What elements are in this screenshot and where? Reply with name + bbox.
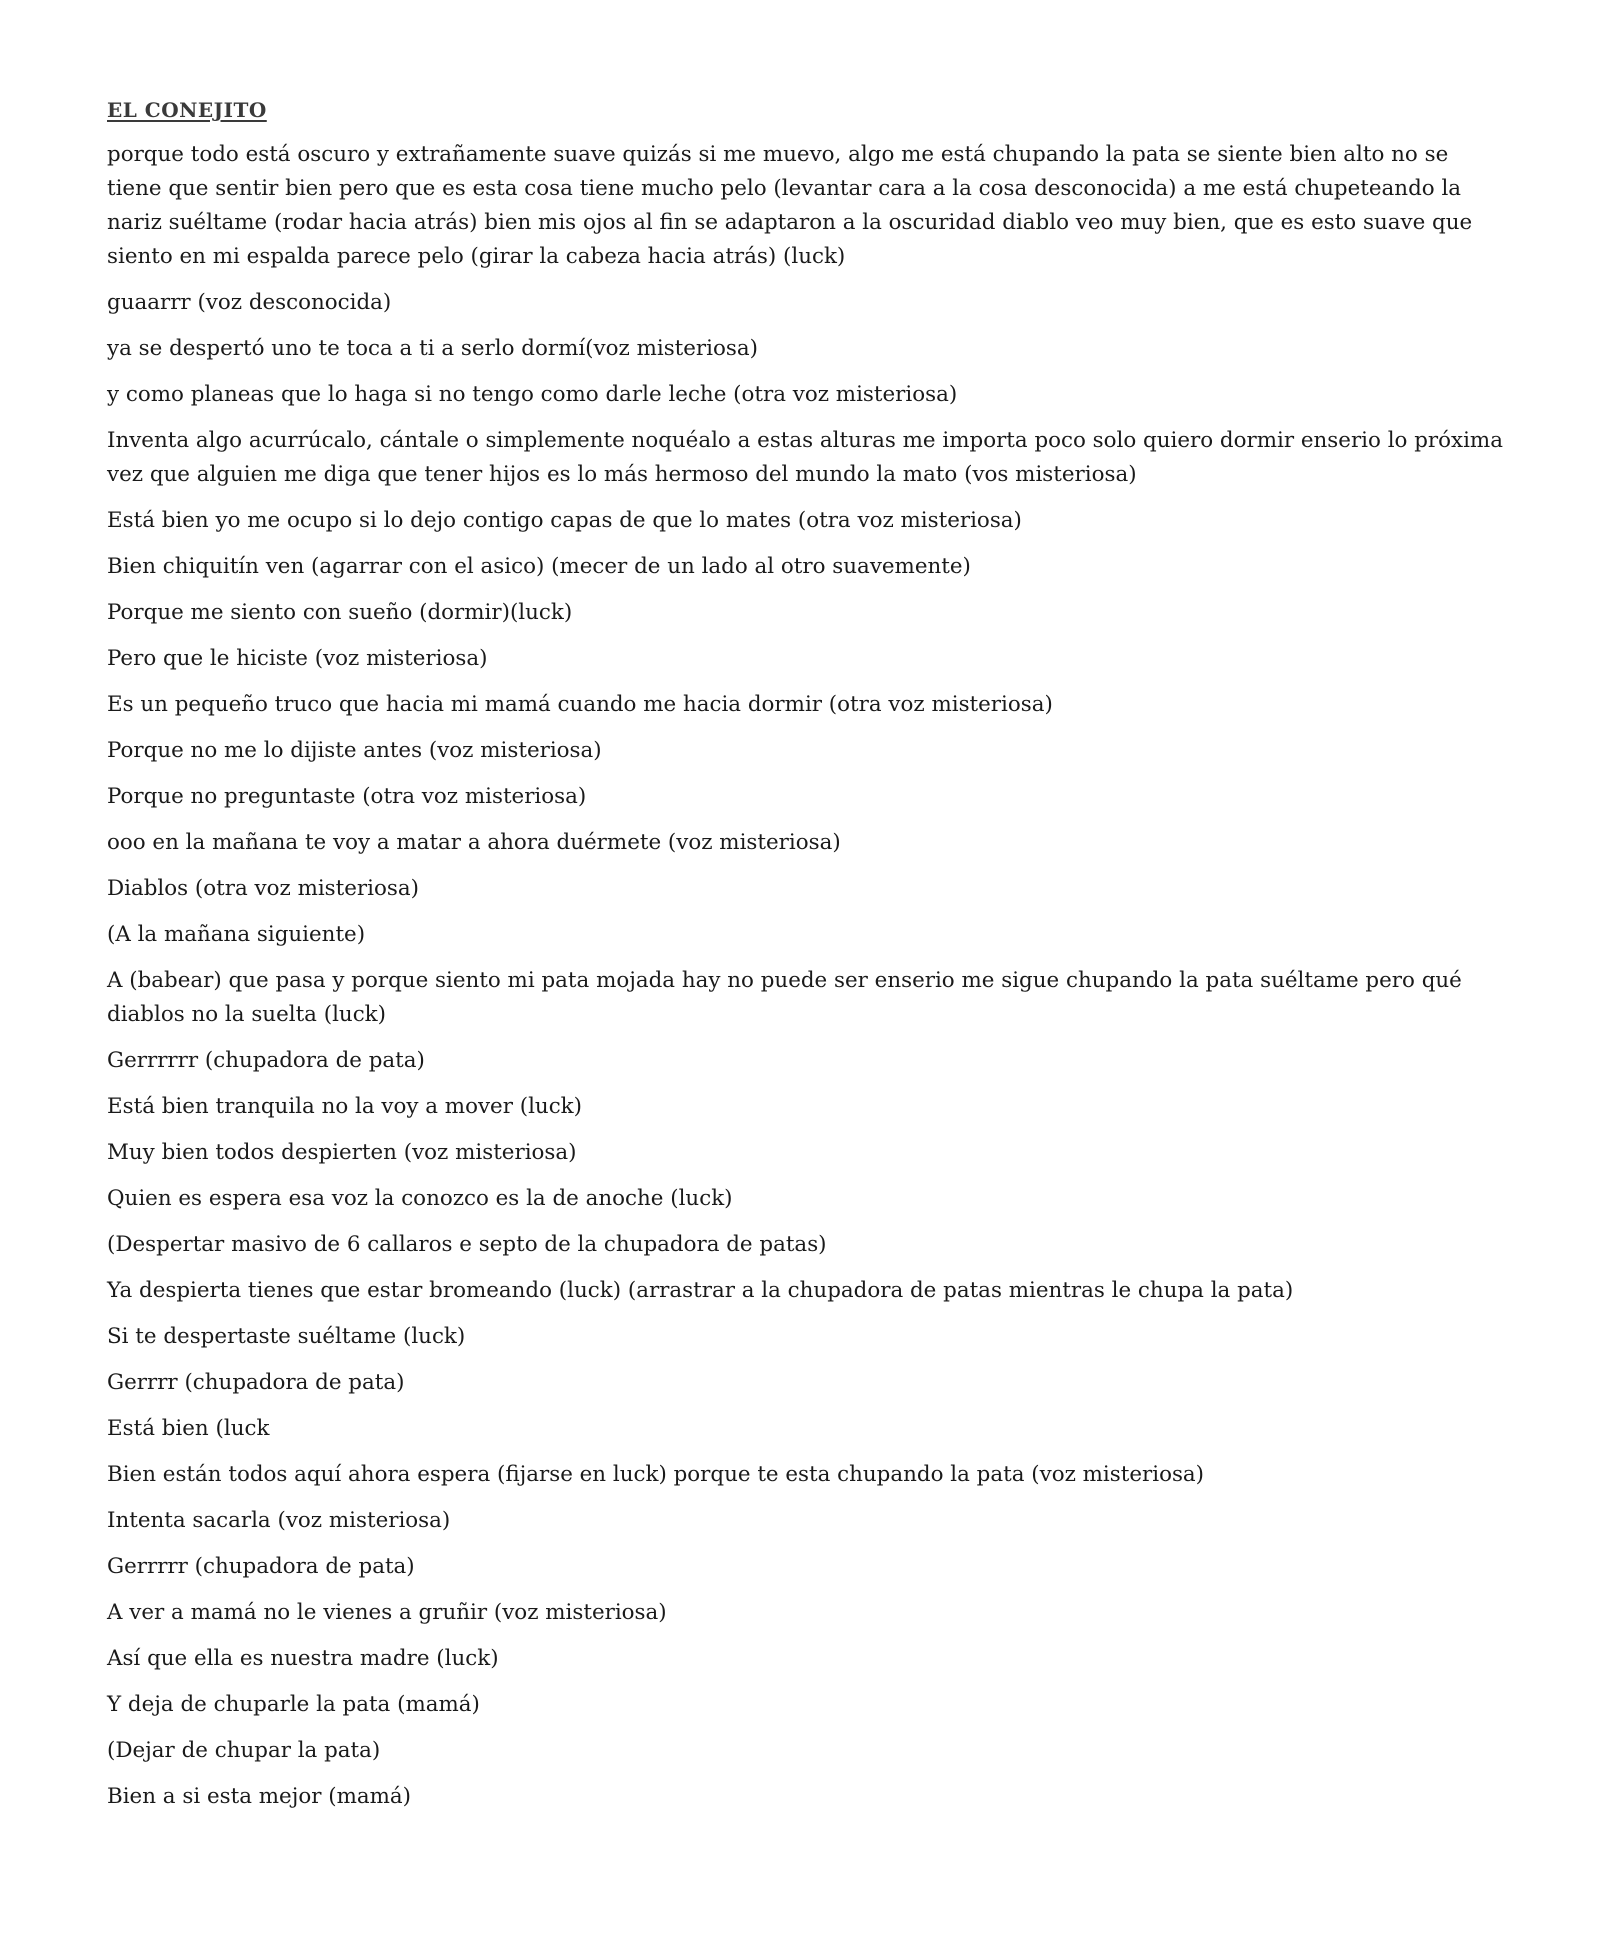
script-line: y como planeas que lo haga si no tengo como darle leche (otra voz misteriosa) [107, 382, 958, 407]
script-line: (Dejar de chupar la pata) [107, 1738, 381, 1763]
script-line: A (babear) que pasa y porque siento mi pata mojada hay no puede ser enserio me sigue chupando la pata suéltame pero qué diablos no la suelta (luck) [107, 968, 1462, 1027]
script-line: Porque no me lo dijiste antes (voz misteriosa) [107, 738, 602, 763]
script-line: Está bien tranquila no la voy a mover (luck) [107, 1094, 582, 1119]
script-line: A ver a mamá no le vienes a gruñir (voz misteriosa) [107, 1600, 667, 1625]
script-line: Diablos (otra voz misteriosa) [107, 876, 419, 901]
script-line: Bien chiquitín ven (agarrar con el asico) (mecer de un lado al otro suavemente) [107, 554, 971, 579]
script-line: Así que ella es nuestra madre (luck) [107, 1646, 499, 1671]
script-line: (Despertar masivo de 6 callaros e septo de la chupadora de patas) [107, 1232, 827, 1257]
script-line: porque todo está oscuro y extrañamente suave quizás si me muevo, algo me está chupando la pata se siente bien alto no se tiene que sentir bien pero que es esta cosa tiene mucho pelo (levantar cara a la cosa desconocida) a me está chupeteando la nariz suéltame (rodar hacia atrás) bien mis ojos al fin se adaptaron a la oscuridad diablo veo muy bien, que es esto suave que siento en mi espalda parece pelo (girar la cabeza hacia atrás) (luck) [107, 142, 1473, 269]
script-line: Bien están todos aquí ahora espera (fijarse en luck) porque te esta chupando la pata (voz misteriosa) [107, 1462, 1205, 1487]
script-line: (A la mañana siguiente) [107, 922, 366, 947]
script-line: Quien es espera esa voz la conozco es la de anoche (luck) [107, 1186, 733, 1211]
script-line: Porque no preguntaste (otra voz misteriosa) [107, 784, 587, 809]
script-line: Intenta sacarla (voz misteriosa) [107, 1508, 451, 1533]
script-line: Y deja de chuparle la pata (mamá) [107, 1692, 480, 1717]
script-line: Gerrrr (chupadora de pata) [107, 1370, 405, 1395]
document-title: EL CONEJITO [107, 98, 267, 122]
script-line: Pero que le hiciste (voz misteriosa) [107, 646, 488, 671]
script-line: Muy bien todos despierten (voz misteriosa) [107, 1140, 577, 1165]
script-line: Gerrrrr (chupadora de pata) [107, 1554, 415, 1579]
script-line: Gerrrrrr (chupadora de pata) [107, 1048, 425, 1073]
script-line: Es un pequeño truco que hacia mi mamá cuando me hacia dormir (otra voz misteriosa) [107, 692, 1053, 717]
script-line: ooo en la mañana te voy a matar a ahora duérmete (voz misteriosa) [107, 830, 841, 855]
script-line: Ya despierta tienes que estar bromeando (luck) (arrastrar a la chupadora de patas mientras le chupa la pata) [107, 1278, 1294, 1303]
script-line: Está bien yo me ocupo si lo dejo contigo capas de que lo mates (otra voz misteriosa) [107, 508, 1022, 533]
script-line: Si te despertaste suéltame (luck) [107, 1324, 466, 1349]
script-line: Inventa algo acurrúcalo, cántale o simplemente noquéalo a estas alturas me importa poco solo quiero dormir enserio lo próxima vez que alguien me diga que tener hijos es lo más hermoso del mundo la mato (vos misteriosa) [107, 428, 1503, 487]
document-body [107, 138, 1507, 1826]
script-line: guaarrr (voz desconocida) [107, 290, 392, 315]
script-line: Está bien (luck [107, 1416, 270, 1441]
script-line: ya se despertó uno te toca a ti a serlo dormí(voz misteriosa) [107, 336, 758, 361]
script-line: Bien a si esta mejor (mamá) [107, 1784, 411, 1809]
script-line: Porque me siento con sueño (dormir)(luck) [107, 600, 573, 625]
